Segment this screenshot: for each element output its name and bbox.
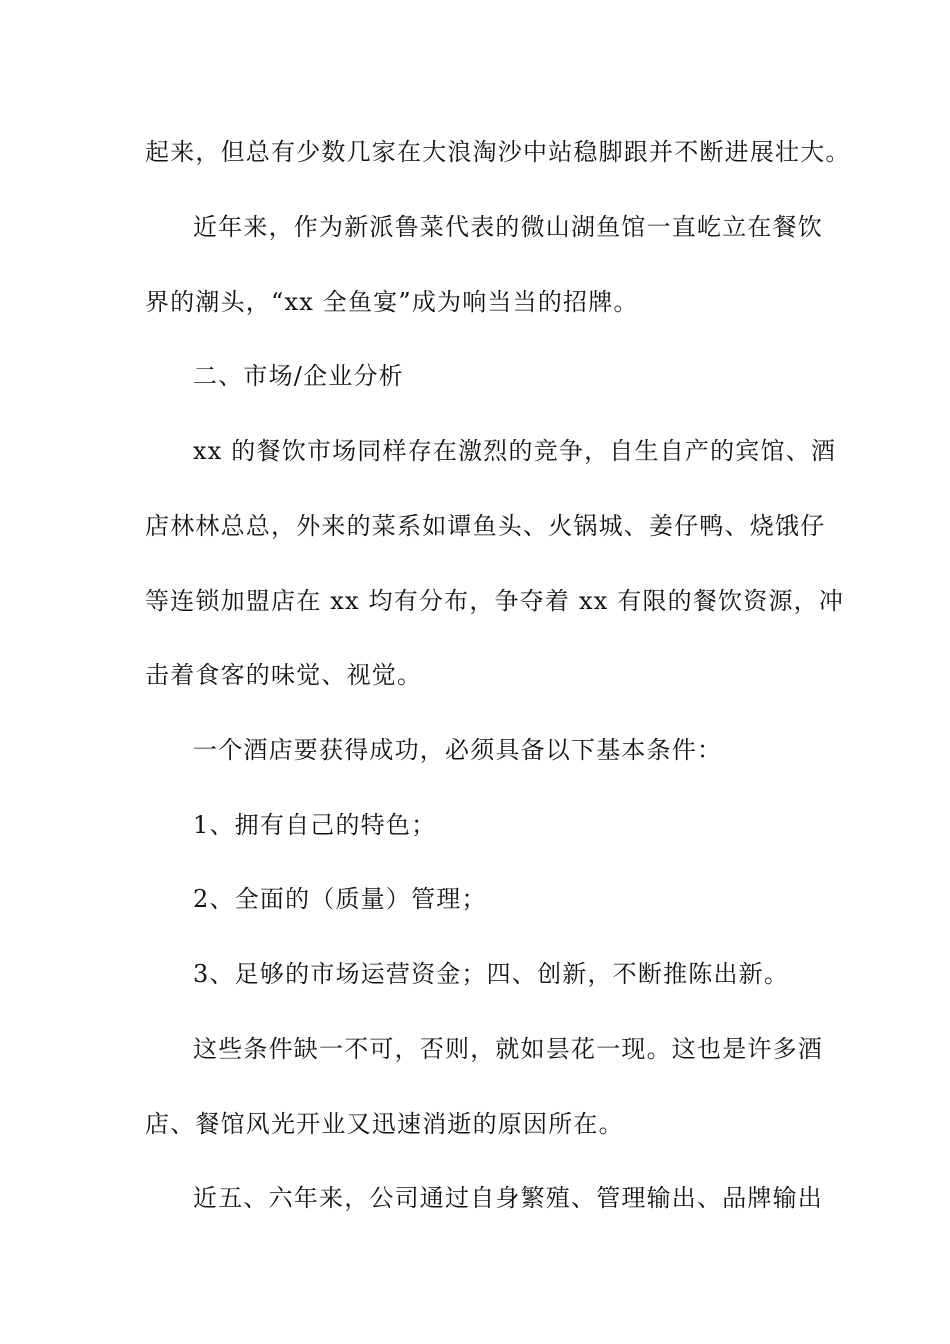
paragraph-line-15: 近五、六年来，公司通过自身繁殖、管理输出、品牌输出 [193, 1184, 823, 1212]
list-item-1: 1、拥有自己的特色； [193, 811, 437, 839]
paragraph-line-8: 击着食客的味觉、视觉。 [145, 661, 423, 689]
paragraph-line-5: xx 的餐饮市场同样存在激烈的竞争，自生自产的宾馆、酒 [193, 437, 837, 465]
paragraph-line-13: 这些条件缺一不可，否则，就如昙花一现。这也是许多酒 [193, 1035, 823, 1063]
paragraph-line-14: 店、餐馆风光开业又迅速消逝的原因所在。 [145, 1110, 624, 1138]
paragraph-line-1: 起来，但总有少数几家在大浪淘沙中站稳脚跟并不断进展壮大。 [145, 138, 851, 166]
list-item-3: 3、足够的市场运营资金；四、创新，不断推陈出新。 [193, 960, 790, 988]
paragraph-line-2: 近年来，作为新派鲁菜代表的微山湖鱼馆一直屹立在餐饮 [193, 213, 823, 241]
list-item-2: 2、全面的（质量）管理； [193, 885, 487, 913]
paragraph-line-9: 一个酒店要获得成功，必须具备以下基本条件： [193, 736, 723, 764]
paragraph-line-6: 店林林总总，外来的菜系如谭鱼头、火锅城、姜仔鸭、烧饿仔 [145, 512, 826, 540]
section-heading: 二、市场/企业分析 [193, 362, 404, 390]
paragraph-line-7: 等连锁加盟店在 xx 均有分布，争夺着 xx 有限的餐饮资源，冲 [145, 587, 845, 615]
paragraph-line-3: 界的潮头，“xx 全鱼宴”成为响当当的招牌。 [145, 288, 639, 316]
